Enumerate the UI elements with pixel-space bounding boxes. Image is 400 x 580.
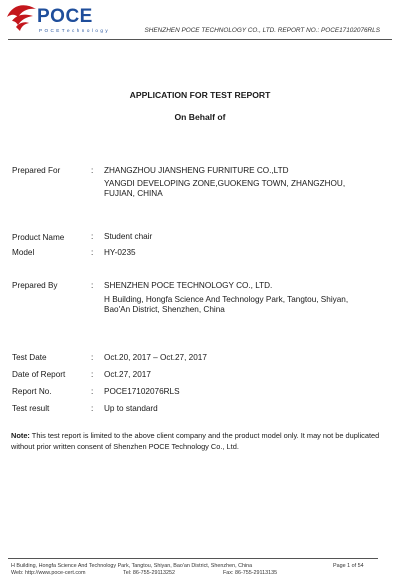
header-report-reference: SHENZHEN POCE TECHNOLOGY CO., LTD. REPORT NO.: POCE17102076RLS — [144, 27, 380, 34]
footer-web: Web: http://www.poce-cert.com — [11, 570, 86, 576]
lab-name: SHENZHEN POCE TECHNOLOGY CO., LTD. — [104, 281, 273, 290]
test-date-value: Oct.20, 2017 – Oct.27, 2017 — [104, 353, 207, 362]
prepared-for-label: Prepared For — [12, 166, 61, 175]
document-subtitle: On Behalf of — [174, 112, 226, 122]
logo-tagline: P O C E T e c h n o l o g y — [39, 28, 109, 33]
colon: : — [91, 353, 94, 362]
prepared-by-value — [104, 281, 348, 315]
colon: : — [91, 387, 94, 396]
model-label: Model — [12, 248, 35, 257]
client-name: ZHANGZHOU JIANSHENG FURNITURE CO.,LTD — [104, 166, 289, 175]
colon: : — [91, 166, 94, 175]
report-no-label: Report No. — [12, 387, 52, 396]
report-date-label: Date of Report — [12, 370, 66, 379]
product-name-value: Student chair — [104, 232, 153, 241]
lab-address-line1: H Building, Hongfa Science And Technology Park, Tangtou, Shiyan, — [104, 295, 349, 304]
disclaimer-note — [11, 431, 391, 452]
product-name-label: Product Name — [12, 233, 65, 242]
colon: : — [91, 232, 94, 241]
footer-address: H Building, Hongfa Science And Technology Park, Tangtou, Shiyan, Bao'an District, Shenzhen, China — [11, 563, 253, 569]
footer-tel: Tel: 86-755-29113252 — [123, 570, 176, 576]
client-address-line2: FUJIAN, CHINA — [104, 189, 163, 198]
note-text: This test report is limited to the above client company and the product model only. It may not be duplicated without prior written consent of Shenzhen POCE Technology Co., Ltd. — [11, 431, 380, 451]
header-divider — [8, 39, 392, 40]
footer-page-number: Page 1 of 54 — [333, 563, 364, 569]
test-result-value: Up to standard — [104, 404, 158, 413]
test-date-label: Test Date — [12, 353, 47, 362]
poce-logo — [6, 3, 109, 37]
colon: : — [91, 404, 94, 413]
colon: : — [91, 370, 94, 379]
document-title: APPLICATION FOR TEST REPORT — [129, 90, 271, 100]
client-address-line1: YANGDI DEVELOPING ZONE,GUOKENG TOWN, ZHANGZHOU, — [104, 179, 346, 188]
prepared-by-label: Prepared By — [12, 281, 58, 290]
report-date-value: Oct.27, 2017 — [104, 370, 151, 379]
logo-wordmark: POCE — [37, 6, 93, 27]
page-header — [0, 0, 400, 44]
bird-logo-icon — [6, 3, 38, 33]
lab-address-line2: Bao'An District, Shenzhen, China — [104, 305, 225, 314]
report-no-value: POCE17102076RLS — [104, 387, 180, 396]
colon: : — [91, 248, 94, 257]
colon: : — [91, 281, 94, 290]
prepared-for-value — [104, 166, 345, 199]
model-value: HY-0235 — [104, 248, 136, 257]
note-label: Note: — [11, 431, 30, 440]
footer-fax: Fax: 86-755-29113135 — [223, 570, 278, 576]
footer-divider — [8, 558, 378, 559]
test-result-label: Test result — [12, 404, 50, 413]
